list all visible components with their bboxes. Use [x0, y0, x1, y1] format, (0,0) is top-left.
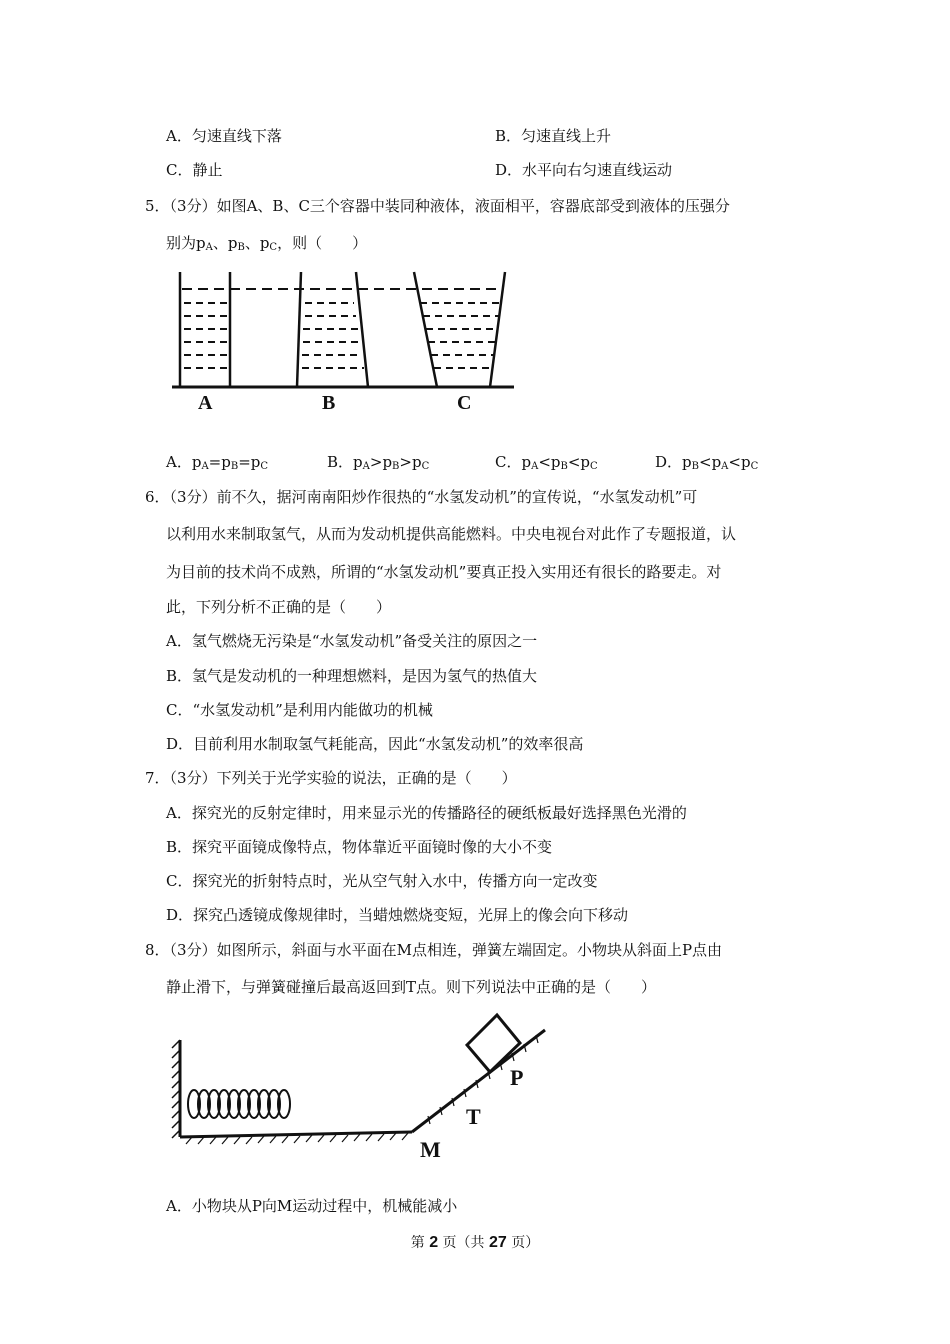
q6-option-d: D．目前利用水制取氢气耗能高，因此“水氢发动机”的效率很高 [166, 735, 584, 753]
point-label-t: T [466, 1104, 481, 1129]
q7-option-c: C．探究光的折射特点时，光从空气射入水中，传播方向一定改变 [166, 872, 598, 890]
q8-stem-line1: 8．（3分）如图所示，斜面与水平面在M点相连，弹簧左端固定。小物块从斜面上P点由 [145, 941, 723, 959]
q6-stem-line4: 此，下列分析不正确的是（ ） [166, 598, 392, 616]
q5-option-a: A．$p_A=p_B=p_C$ [166, 453, 269, 472]
q7-option-a: A．探究光的反射定律时，用来显示光的传播路径的硬纸板最好选择黑色光滑的 [166, 804, 687, 822]
q5-stem-line2: 别为$p_A$、$p_B$、$p_C$，则（ ） [166, 234, 368, 253]
q4-option-c: C．静止 [166, 161, 223, 179]
q4-option-b: B．匀速直线上升 [495, 127, 612, 145]
q8-stem-line2: 静止滑下，与弹簧碰撞后最高返回到T点。则下列说法中正确的是（ ） [166, 978, 657, 996]
q8-option-a: A．小物块从P向M运动过程中，机械能减小 [166, 1197, 458, 1215]
q7-option-b: B．探究平面镜成像特点，物体靠近平面镜时像的大小不变 [166, 838, 553, 856]
container-label-a: A [198, 392, 213, 414]
q5-option-d: D．$p_B<p_A<p_C$ [655, 453, 759, 472]
point-label-m: M [420, 1137, 441, 1162]
container-label-c: C [457, 392, 472, 414]
page-footer: 第 2 页（共 27 页） [410, 1234, 540, 1251]
q5-stem-line1: 5．（3分）如图A、B、C三个容器中装同种液体，液面相平，容器底部受到液体的压强分 [145, 197, 730, 215]
q6-option-a: A．氢气燃烧无污染是“水氢发动机”备受关注的原因之一 [166, 632, 538, 650]
q5-option-c: C．$p_A<p_B<p_C$ [495, 453, 598, 472]
container-label-b: B [322, 392, 336, 414]
q6-stem-line3: 为目前的技术尚不成熟，所谓的“水氢发动机”要真正投入实用还有很长的路要走。对 [166, 563, 722, 581]
q6-stem-line2: 以利用水来制取氢气，从而为发动机提供高能燃料。中央电视台对此作了专题报道，认 [166, 525, 737, 543]
q4-option-a: A．匀速直线下落 [166, 127, 282, 145]
q6-option-c: C．“水氢发动机”是利用内能做功的机械 [166, 701, 433, 719]
point-label-p: P [510, 1065, 524, 1090]
q6-option-b: B．氢气是发动机的一种理想燃料，是因为氢气的热值大 [166, 667, 538, 685]
q4-option-d: D．水平向右匀速直线运动 [495, 161, 673, 179]
q7-stem: 7．（3分）下列关于光学实验的说法，正确的是（ ） [145, 769, 517, 787]
q7-option-d: D．探究凸透镜成像规律时，当蜡烛燃烧变短，光屏上的像会向下移动 [166, 906, 629, 924]
q6-stem-line1: 6．（3分）前不久，据河南南阳炒作很热的“水氢发动机”的宣传说，“水氢发动机”可 [145, 488, 698, 506]
q5-option-b: B．$p_A>p_B>p_C$ [327, 453, 430, 472]
